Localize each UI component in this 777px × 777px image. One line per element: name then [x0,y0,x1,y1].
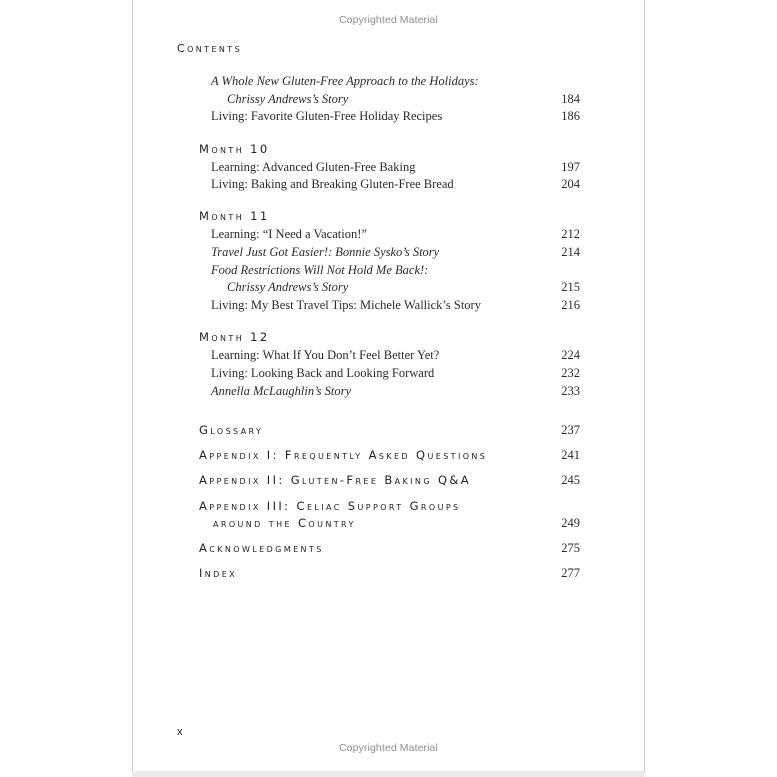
appendix-3-heading-continuation: around the Country [213,516,356,530]
month-10-heading: Month 10 [199,142,270,156]
toc-page-number: 204 [561,177,580,191]
appendix-3-heading: Appendix III: Celiac Support Groups [199,499,461,513]
toc-entry-title: Living: My Best Travel Tips: Michele Wallick’s Story [211,298,481,312]
month-11-heading: Month 11 [199,209,270,223]
toc-page-number: 275 [561,541,580,555]
toc-page-number: 245 [561,473,580,487]
toc-page-number: 237 [561,423,580,437]
toc-page-number: 233 [561,384,580,398]
toc-entry-title: A Whole New Gluten-Free Approach to the Holidays: [211,74,479,88]
toc-page-number: 232 [561,366,580,380]
toc-entry-title: Food Restrictions Will Not Hold Me Back!: [211,263,429,277]
page-edge-shadow [132,771,645,777]
toc-entry-title: Living: Baking and Breaking Gluten-Free Bread [211,177,454,191]
toc-entry-title: Living: Favorite Gluten-Free Holiday Recipes [211,109,443,123]
toc-entry-title: Learning: What If You Don’t Feel Better Yet? [211,348,440,362]
folio-page-number: x [177,726,183,738]
toc-entry-title: Learning: Advanced Gluten-Free Baking [211,160,416,174]
toc-entry-title: Annella McLaughlin’s Story [211,384,352,398]
copyright-watermark-top: Copyrighted Material [339,14,438,26]
toc-page-number: 184 [561,92,580,106]
toc-entry-title: Travel Just Got Easier!: Bonnie Sysko’s Story [211,245,440,259]
toc-page-number: 216 [561,298,580,312]
toc-entry-title-continuation: Chrissy Andrews’s Story [227,92,349,106]
month-12-heading: Month 12 [199,330,270,344]
toc-page-number: 215 [561,280,580,294]
toc-page-number: 249 [561,516,580,530]
copyright-watermark-bottom: Copyrighted Material [339,742,438,754]
toc-page-number: 186 [561,109,580,123]
acknowledgments-heading: Acknowledgments [199,541,324,555]
toc-entry-title: Living: Looking Back and Looking Forward [211,366,435,380]
book-page [132,0,645,771]
toc-page-number: 212 [561,227,580,241]
toc-entry-title: Learning: “I Need a Vacation!” [211,227,367,241]
toc-entry-title-continuation: Chrissy Andrews’s Story [227,280,349,294]
toc-page-number: 277 [561,566,580,580]
running-head: Contents [177,42,243,55]
index-heading: Index [199,566,238,580]
appendix-2-heading: Appendix II: Gluten-Free Baking Q&A [199,473,472,487]
toc-page-number: 214 [561,245,580,259]
appendix-1-heading: Appendix I: Frequently Asked Questions [199,448,488,462]
glossary-heading: Glossary [199,423,264,437]
toc-page-number: 241 [561,448,580,462]
toc-page-number: 224 [561,348,580,362]
toc-page-number: 197 [561,160,580,174]
